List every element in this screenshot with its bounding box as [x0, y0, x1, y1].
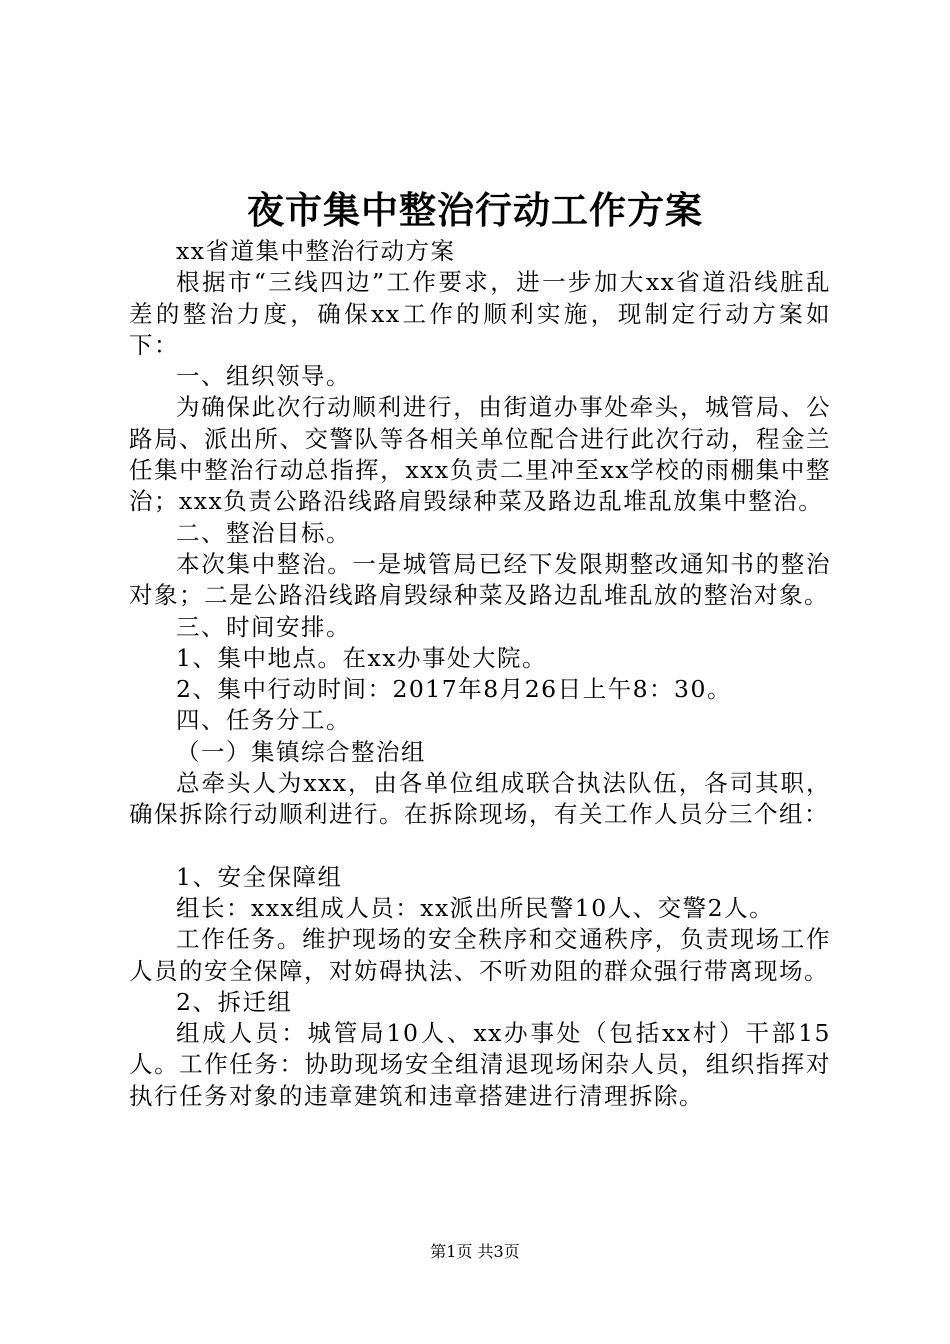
page-footer: 第1页 共3页 [430, 1242, 520, 1261]
paragraph-security-tasks: 工作任务。维护现场的安全秩序和交通秩序，负责现场工作人员的安全保障，对妨碍执法、不听劝阻的群众强行带离现场。 [129, 925, 831, 985]
heading-schedule: 三、时间安排。 [176, 612, 351, 641]
document-title: 夜市集中整治行动工作方案 [247, 188, 703, 232]
paragraph-intro: 根据市“三线四边”工作要求，进一步加大xx省道沿线脏乱差的整治力度，确保xx工作的顺利实施，现制定行动方案如下： [129, 268, 831, 359]
heading-security-group: 1、安全保障组 [176, 862, 343, 891]
paragraph-demolition: 组成人员：城管局10人、xx办事处（包括xx村）干部15人。工作任务：协助现场安全组清退现场闲杂人员，组织指挥对执行任务对象的违章建筑和违章搭建进行清理拆除。 [129, 1019, 831, 1110]
document-body [129, 236, 831, 1112]
heading-demolition-group: 2、拆迁组 [176, 987, 293, 1016]
blank-line [129, 831, 831, 862]
paragraph-town-group: 总牵头人为xxx，由各单位组成联合执法队伍，各司其职，确保拆除行动顺利进行。在拆除现场，有关工作人员分三个组： [129, 769, 831, 829]
heading-town-group: （一）集镇综合整治组 [176, 737, 426, 766]
paragraph-organization: 为确保此次行动顺利进行，由街道办事处牵头，城管局、公路局、派出所、交警队等各相关单位配合进行此次行动，程金兰任集中整治行动总指挥，xxx负责二里冲至xx学校的雨棚集中整治；xxx负责公路沿线路肩毁绿种菜及路边乱堆乱放集中整治。 [129, 393, 831, 516]
heading-goals: 二、整治目标。 [176, 518, 351, 547]
paragraph-subtitle: xx省道集中整治行动方案 [176, 237, 456, 265]
paragraph-location: 1、集中地点。在xx办事处大院。 [176, 643, 547, 672]
heading-tasks: 四、任务分工。 [176, 706, 351, 735]
paragraph-time: 2、集中行动时间：2017年8月26日上午8：30。 [176, 675, 732, 704]
paragraph-security-members: 组长：xxx组成人员：xx派出所民警10人、交警2人。 [176, 893, 775, 922]
heading-organization: 一、组织领导。 [176, 362, 351, 391]
paragraph-goals: 本次集中整治。一是城管局已经下发限期整改通知书的整治对象；二是公路沿线路肩毁绿种菜及路边乱堆乱放的整治对象。 [129, 549, 831, 610]
